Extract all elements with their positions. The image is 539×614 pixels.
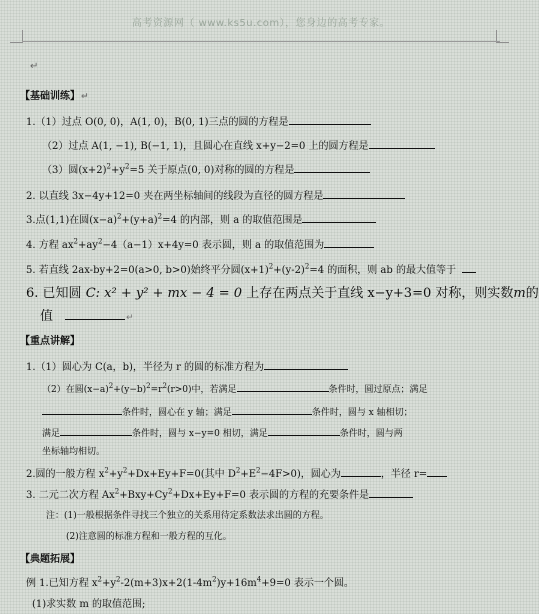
circle-equation: C: x² + y² + mx − 4 = 0 <box>85 286 243 301</box>
k2: 2.圆的一般方程 $x^2+y^2+Dx+Ey+F=0$(其中 $D^2+E^2-4F>0$)，圆心为 ，半径 r= <box>26 466 447 482</box>
answer-blank[interactable] <box>268 425 340 436</box>
section-extend-title: 【典题拓展】 <box>20 554 80 565</box>
answer-blank[interactable] <box>341 466 381 477</box>
answer-blank[interactable] <box>65 309 125 320</box>
answer-blank[interactable] <box>289 114 371 125</box>
answer-blank[interactable] <box>369 487 413 498</box>
q4: 4. 方程 $ax^2+ay^2-4(a-1)x+4y=0$ 表示圆，则 a 的取值范围为 <box>26 237 374 253</box>
paragraph-mark: ↵ <box>30 61 39 72</box>
page-header: 高考资源网（ www.ks5u.com），您身边的高考专家。 <box>131 18 391 29</box>
q2: 2. 以直线 3x−4y+12=0 夹在两坐标轴间的线段为直径的圆方程是 <box>26 188 405 204</box>
q3: 3.点(1,1)在圆$(x-a)^2+(y+a)^2=4$ 的内部，则 a 的取值范围是 <box>26 212 376 228</box>
header-rule <box>22 41 500 42</box>
q1-part1: 1.（1）过点 O(0, 0)，A(1, 0)，B(0, 1)三点的圆的方程是 <box>26 114 371 130</box>
q6-continued: 值 ↵ <box>40 309 134 324</box>
answer-blank[interactable] <box>302 212 376 223</box>
q1-part3: （3）圆$(x+2)^2+y^2=5$ 关于原点(0, 0)对称的圆的方程是 <box>42 162 370 178</box>
section-key-title: 【重点讲解】 <box>20 336 80 347</box>
q5: 5. 若直线 2ax-by+2=0(a>0, b>0)始终平分圆$(x+1)^2+(y-2)^2=4$ 的面积，则 ab 的最大值等于 <box>26 262 476 278</box>
answer-blank[interactable] <box>427 466 447 477</box>
example-1: 例 1.已知方程 $x^2+y^2-2(m+3)x+2(1-4m^2)y+16m^4+9=0$ 表示一个圆。 <box>26 575 354 589</box>
k1-part1: 1.（1）圆心为 C(a，b)，半径为 r 的圆的标准方程为 <box>26 359 348 375</box>
k1-part2-line3: 满足 条件时，圆与 x−y=0 相切，满足 条件时，圆与两 <box>42 425 403 441</box>
answer-blank[interactable] <box>462 262 476 273</box>
section-basic-title: 【基础训练】↵ <box>20 91 89 102</box>
example-1-part1: (1)求实数 m 的取值范围; <box>32 599 146 610</box>
q6: 6. 已知圆 C: x² + y² + mx − 4 = 0 上存在两点关于直线 x−y+3=0 对称，则实数m的 <box>26 286 539 301</box>
k1-part2-line2: 条件时，圆心在 y 轴；满足 条件时，圆与 x 轴相切； <box>42 404 413 420</box>
answer-blank[interactable] <box>369 138 435 149</box>
answer-blank[interactable] <box>294 162 370 173</box>
answer-blank[interactable] <box>324 237 374 248</box>
answer-blank[interactable] <box>323 188 405 199</box>
q1-part2: （2）过点 A(1, −1), B(−1, 1)，且圆心在直线 x+y−2=0 上的圆方程是 <box>42 138 435 154</box>
note-1: 注：(1)一般根据条件寻找三个独立的关系用待定系数法求出圆的方程。 <box>46 511 329 521</box>
note-2: (2)注意圆的标准方程和一般方程的互化。 <box>66 532 232 542</box>
k1-part2: （2）在圆$(x-a)^2+(y-b)^2=r^2(r>0)$中，若满足 条件时，圆过原点；满足 <box>42 382 428 395</box>
answer-blank[interactable] <box>264 359 348 370</box>
answer-blank[interactable] <box>42 404 122 415</box>
return-mark: ↵ <box>81 92 89 102</box>
k3: 3. 二元二次方程 $Ax^2+Bxy+Cy^2+Dx+Ey+F=0$ 表示圆的方程的充要条件是 <box>26 487 413 503</box>
answer-blank[interactable] <box>60 425 132 436</box>
answer-blank[interactable] <box>237 381 329 392</box>
answer-blank[interactable] <box>232 404 312 415</box>
k1-part2-line4: 坐标轴均相切。 <box>42 447 106 457</box>
